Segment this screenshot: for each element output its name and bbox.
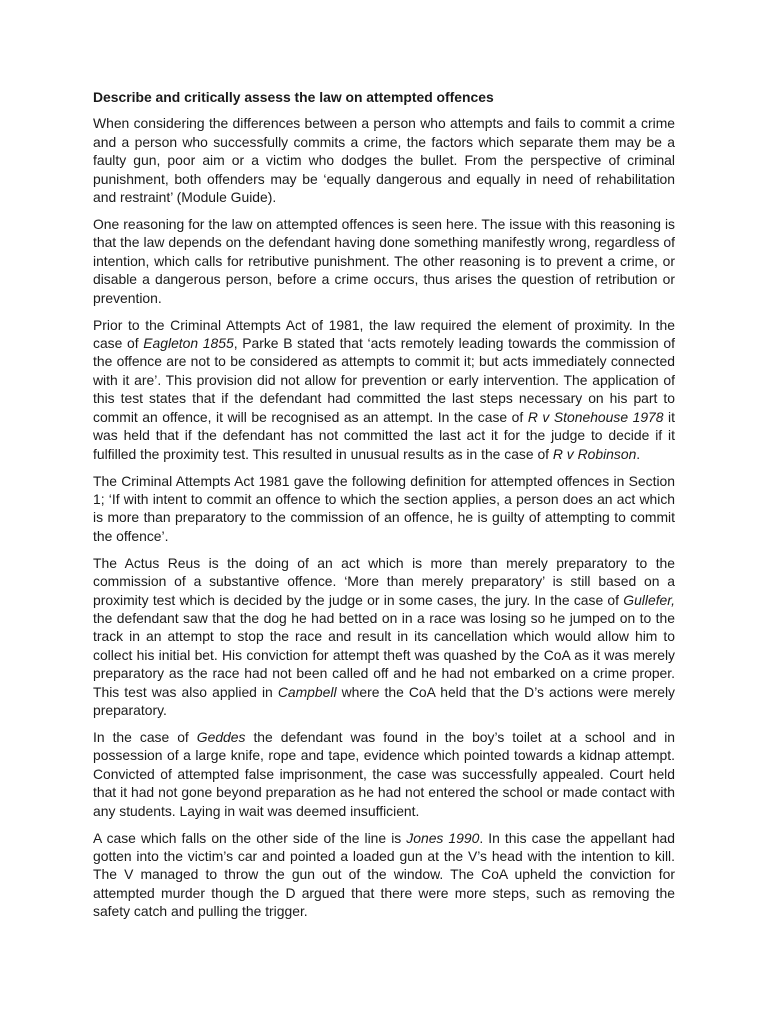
paragraph-text: , Parke B stated that ‘acts remotely leading towards the commission of the offence are not to be considered as attempts to commit it; but acts immediately connected with it are’. This provision did not allow for prevention or early intervention. The application of this test states that if the defendant had committed the last steps necessary on his part to commit an offence, it will be recognised as an attempt. In the case of bbox=[93, 335, 675, 425]
paragraph-text: Prior to the Criminal Attempts Act of 1981, the law required the element of proximity. In the case of bbox=[93, 316, 675, 352]
case-citation: R v Robinson bbox=[552, 445, 637, 462]
paragraph-text: . In this case the appellant had gotten into the victim’s car and pointed a loaded gun at the V’s head with the intention to kill. The V managed to throw the gun out of the window. The CoA upheld the conviction for attempted murder though the D argued that there were more steps, such as removing the safety catch and pulling the trigger. bbox=[93, 829, 676, 920]
paragraph-proximity bbox=[93, 316, 675, 463]
case-citation: Eagleton 1855 bbox=[143, 335, 234, 352]
paragraph-text: The Actus Reus is the doing of an act which is more than merely preparatory to the commission of a substantive offence. ‘More than merely preparatory’ is still based on a proximity test which is decided by the judge or in some cases, the jury. In the case of bbox=[93, 554, 675, 608]
paragraph-geddes bbox=[93, 728, 675, 820]
paragraph-text: The Criminal Attempts Act 1981 gave the following definition for attempted offences in Section 1; ‘If with intent to commit an offence to which the section applies, a person does an act which is more than preparatory to the commission of an offence, he is guilty of attempting to commit the offence’. bbox=[93, 472, 675, 544]
case-citation: Gullefer, bbox=[623, 591, 675, 608]
case-citation: Campbell bbox=[277, 683, 337, 700]
paragraph-reasoning bbox=[93, 215, 675, 307]
paragraph-intro bbox=[93, 114, 675, 206]
paragraph-text: In the case of bbox=[93, 728, 197, 745]
case-citation: R v Stonehouse 1978 bbox=[527, 408, 664, 425]
case-citation: Geddes bbox=[196, 728, 246, 745]
paragraph-text: where the CoA held that the D’s actions were merely preparatory. bbox=[93, 683, 675, 718]
paragraph-text: it was held that if the defendant has not committed the last act it for the judge to decide if it fulfilled the proximity test. This resulted in unusual results as in the case of bbox=[93, 408, 675, 462]
document-title: Describe and critically assess the law on attempted offences bbox=[93, 89, 494, 105]
paragraph-text: the defendant saw that the dog he had betted on in a race was losing so he jumped on to the track in an attempt to stop the race and result in its cancellation which would allow him to collect his initial bet. His conviction for attempt theft was quashed by the CoA as it was merely preparatory as the race had not been called off and he had not embarked on a crime proper. This test was also applied in bbox=[93, 609, 675, 700]
paragraph-text: A case which falls on the other side of the line is bbox=[93, 829, 407, 846]
paragraph-text: When considering the differences between a person who attempts and fails to commit a crime and a person who successfully commits a crime, the factors which separate them may be a faulty gun, poor aim or a victim who dodges the bullet. From the perspective of criminal punishment, both offenders may be ‘equally dangerous and equally in need of rehabilitation and restraint’ (Module Guide). bbox=[93, 115, 675, 206]
paragraph-actus-reus bbox=[93, 554, 675, 720]
paragraph-attempts-act bbox=[93, 472, 675, 546]
document-page bbox=[93, 88, 675, 929]
paragraph-text: . bbox=[636, 445, 641, 462]
case-citation: Jones 1990 bbox=[406, 829, 480, 846]
paragraph-jones bbox=[93, 829, 675, 921]
paragraph-text: the defendant was found in the boy’s toilet at a school and in possession of a large knife, rope and tape, evidence which pointed towards a kidnap attempt. Convicted of attempted false imprisonment, the case was successfully appealed. Court held that it had not gone beyond preparation as he had not entered the school or made contact with any students. Laying in wait was deemed insufficient. bbox=[93, 728, 676, 819]
paragraph-text: One reasoning for the law on attempted offences is seen here. The issue with this reasoning is that the law depends on the defendant having done something manifestly wrong, regardless of intention, which calls for retributive punishment. The other reasoning is to prevent a crime, or disable a dangerous person, before a crime occurs, thus arises the question of retribution or prevention. bbox=[93, 216, 675, 306]
